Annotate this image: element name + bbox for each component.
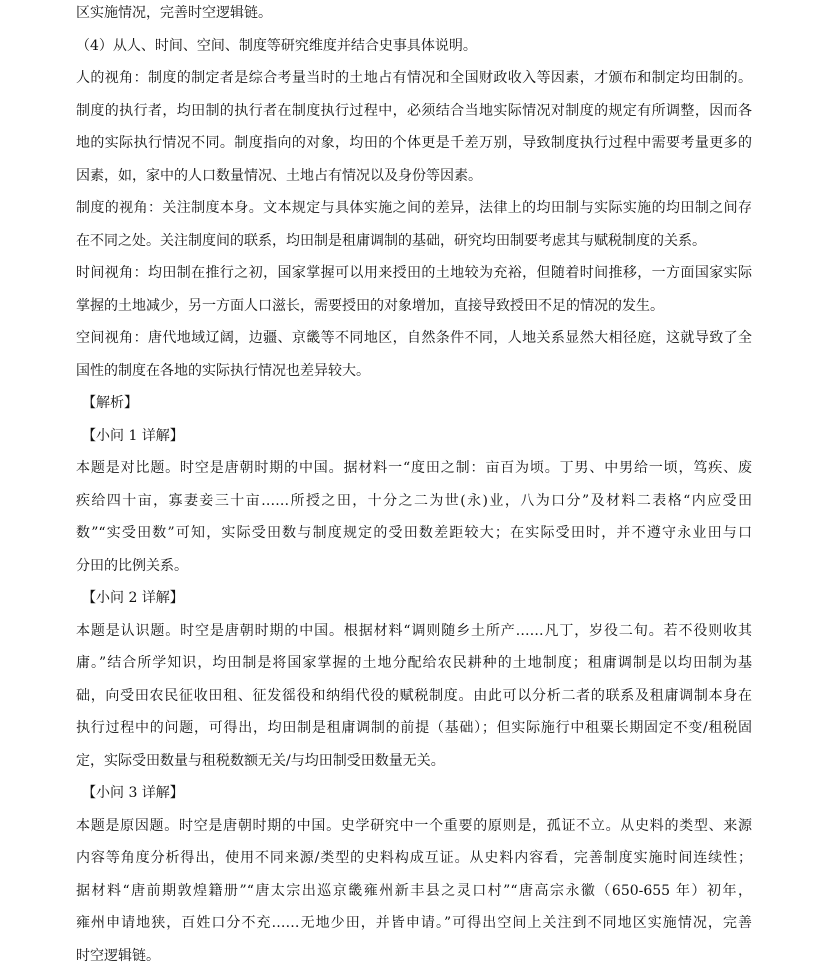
text-line: （4）从人、时间、空间、制度等研究维度并结合史事具体说明。 (76, 38, 477, 54)
section-heading: 【小问 3 详解】 (82, 785, 184, 801)
text-line: 时间视角：均田制在推行之初，国家掌握可以用来授田的土地较为充裕，但随着时间推移，一方面国家实际 (76, 265, 752, 281)
text-line: 据材料“唐前期敦煌籍册”“唐太宗出巡京畿雍州新丰县之灵口村”“唐高宗永徽（650-655 年）初年， (76, 883, 752, 899)
text-line: 制度的执行者，均田制的执行者在制度执行过程中，必须结合当地实际情况对制度的规定有所调整，因而各 (76, 103, 752, 119)
section-heading: 【解析】 (82, 395, 138, 411)
text-line: 分田的比例关系。 (76, 558, 188, 574)
text-line: 空间视角：唐代地域辽阔，边疆、京畿等不同地区，自然条件不同，人地关系显然大相径庭，这就导致了全 (76, 330, 752, 346)
text-line: 在不同之处。关注制度间的联系，均田制是租庸调制的基础，研究均田制要考虑其与赋税制度的关系。 (76, 233, 706, 249)
text-line: 内容等角度分析得出，使用不同来源/类型的史料构成互证。从史料内容看，完善制度实施时间连续性； (76, 850, 752, 866)
text-line: 地的实际执行情况不同。制度指向的对象，均田的个体更是千差万别，导致制度执行过程中需要考量更多的 (76, 135, 752, 151)
text-line: 雍州申请地狭，百姓口分不充……无地少田，并皆申请。”可得出空间上关注到不同地区实施情况，完善 (76, 915, 752, 931)
text-line: 本题是认识题。时空是唐朝时期的中国。根据材料“调则随乡土所产……凡丁，岁役二旬。若不役则收其 (76, 623, 752, 639)
text-line: 数”“实受田数”可知，实际受田数与制度规定的受田数差距较大；在实际受田时，并不遵守永业田与口 (76, 525, 752, 541)
text-line: 因素，如，家中的人口数量情况、土地占有情况以及身份等因素。 (76, 168, 482, 184)
section-heading: 【小问 2 详解】 (82, 590, 184, 606)
text-line: 本题是对比题。时空是唐朝时期的中国。据材料一“度田之制：亩百为顷。丁男、中男给一顷，笃疾、废 (76, 460, 752, 476)
text-line: 制度的视角：关注制度本身。文本规定与具体实施之间的差异，法律上的均田制与实际实施的均田制之间存 (76, 200, 752, 216)
text-line: 区实施情况，完善时空逻辑链。 (76, 5, 272, 21)
text-line: 执行过程中的问题，可得出，均田制是租庸调制的前提（基础）；但实际施行中租粟长期固定不变/租税固 (76, 720, 752, 736)
text-line: 掌握的土地减少，另一方面人口滋长，需要授田的对象增加，直接导致授田不足的情况的发生。 (76, 298, 664, 314)
text-line: 国性的制度在各地的实际执行情况也差异较大。 (76, 363, 370, 379)
text-line: 时空逻辑链。 (76, 948, 160, 964)
text-line: 础，向受田农民征收田租、征发徭役和纳绢代役的赋税制度。由此可以分析二者的联系及租庸调制本身在 (76, 688, 752, 704)
text-line: 定，实际受田数量与租税数额无关/与均田制受田数量无关。 (76, 753, 445, 769)
section-heading: 【小问 1 详解】 (82, 428, 184, 444)
text-line: 庸。”结合所学知识，均田制是将国家掌握的土地分配给农民耕种的土地制度；租庸调制是以均田制为基 (76, 655, 752, 671)
text-line: 人的视角：制度的制定者是综合考量当时的土地占有情况和全国财政收入等因素，才颁布和制定均田制的。 (76, 70, 752, 86)
text-line: 疾给四十亩，寡妻妾三十亩……所授之田，十分之二为世(永)业，八为口分”及材料二表格“内应受田 (76, 493, 752, 509)
text-line: 本题是原因题。时空是唐朝时期的中国。史学研究中一个重要的原则是，孤证不立。从史料的类型、来源 (76, 818, 752, 834)
